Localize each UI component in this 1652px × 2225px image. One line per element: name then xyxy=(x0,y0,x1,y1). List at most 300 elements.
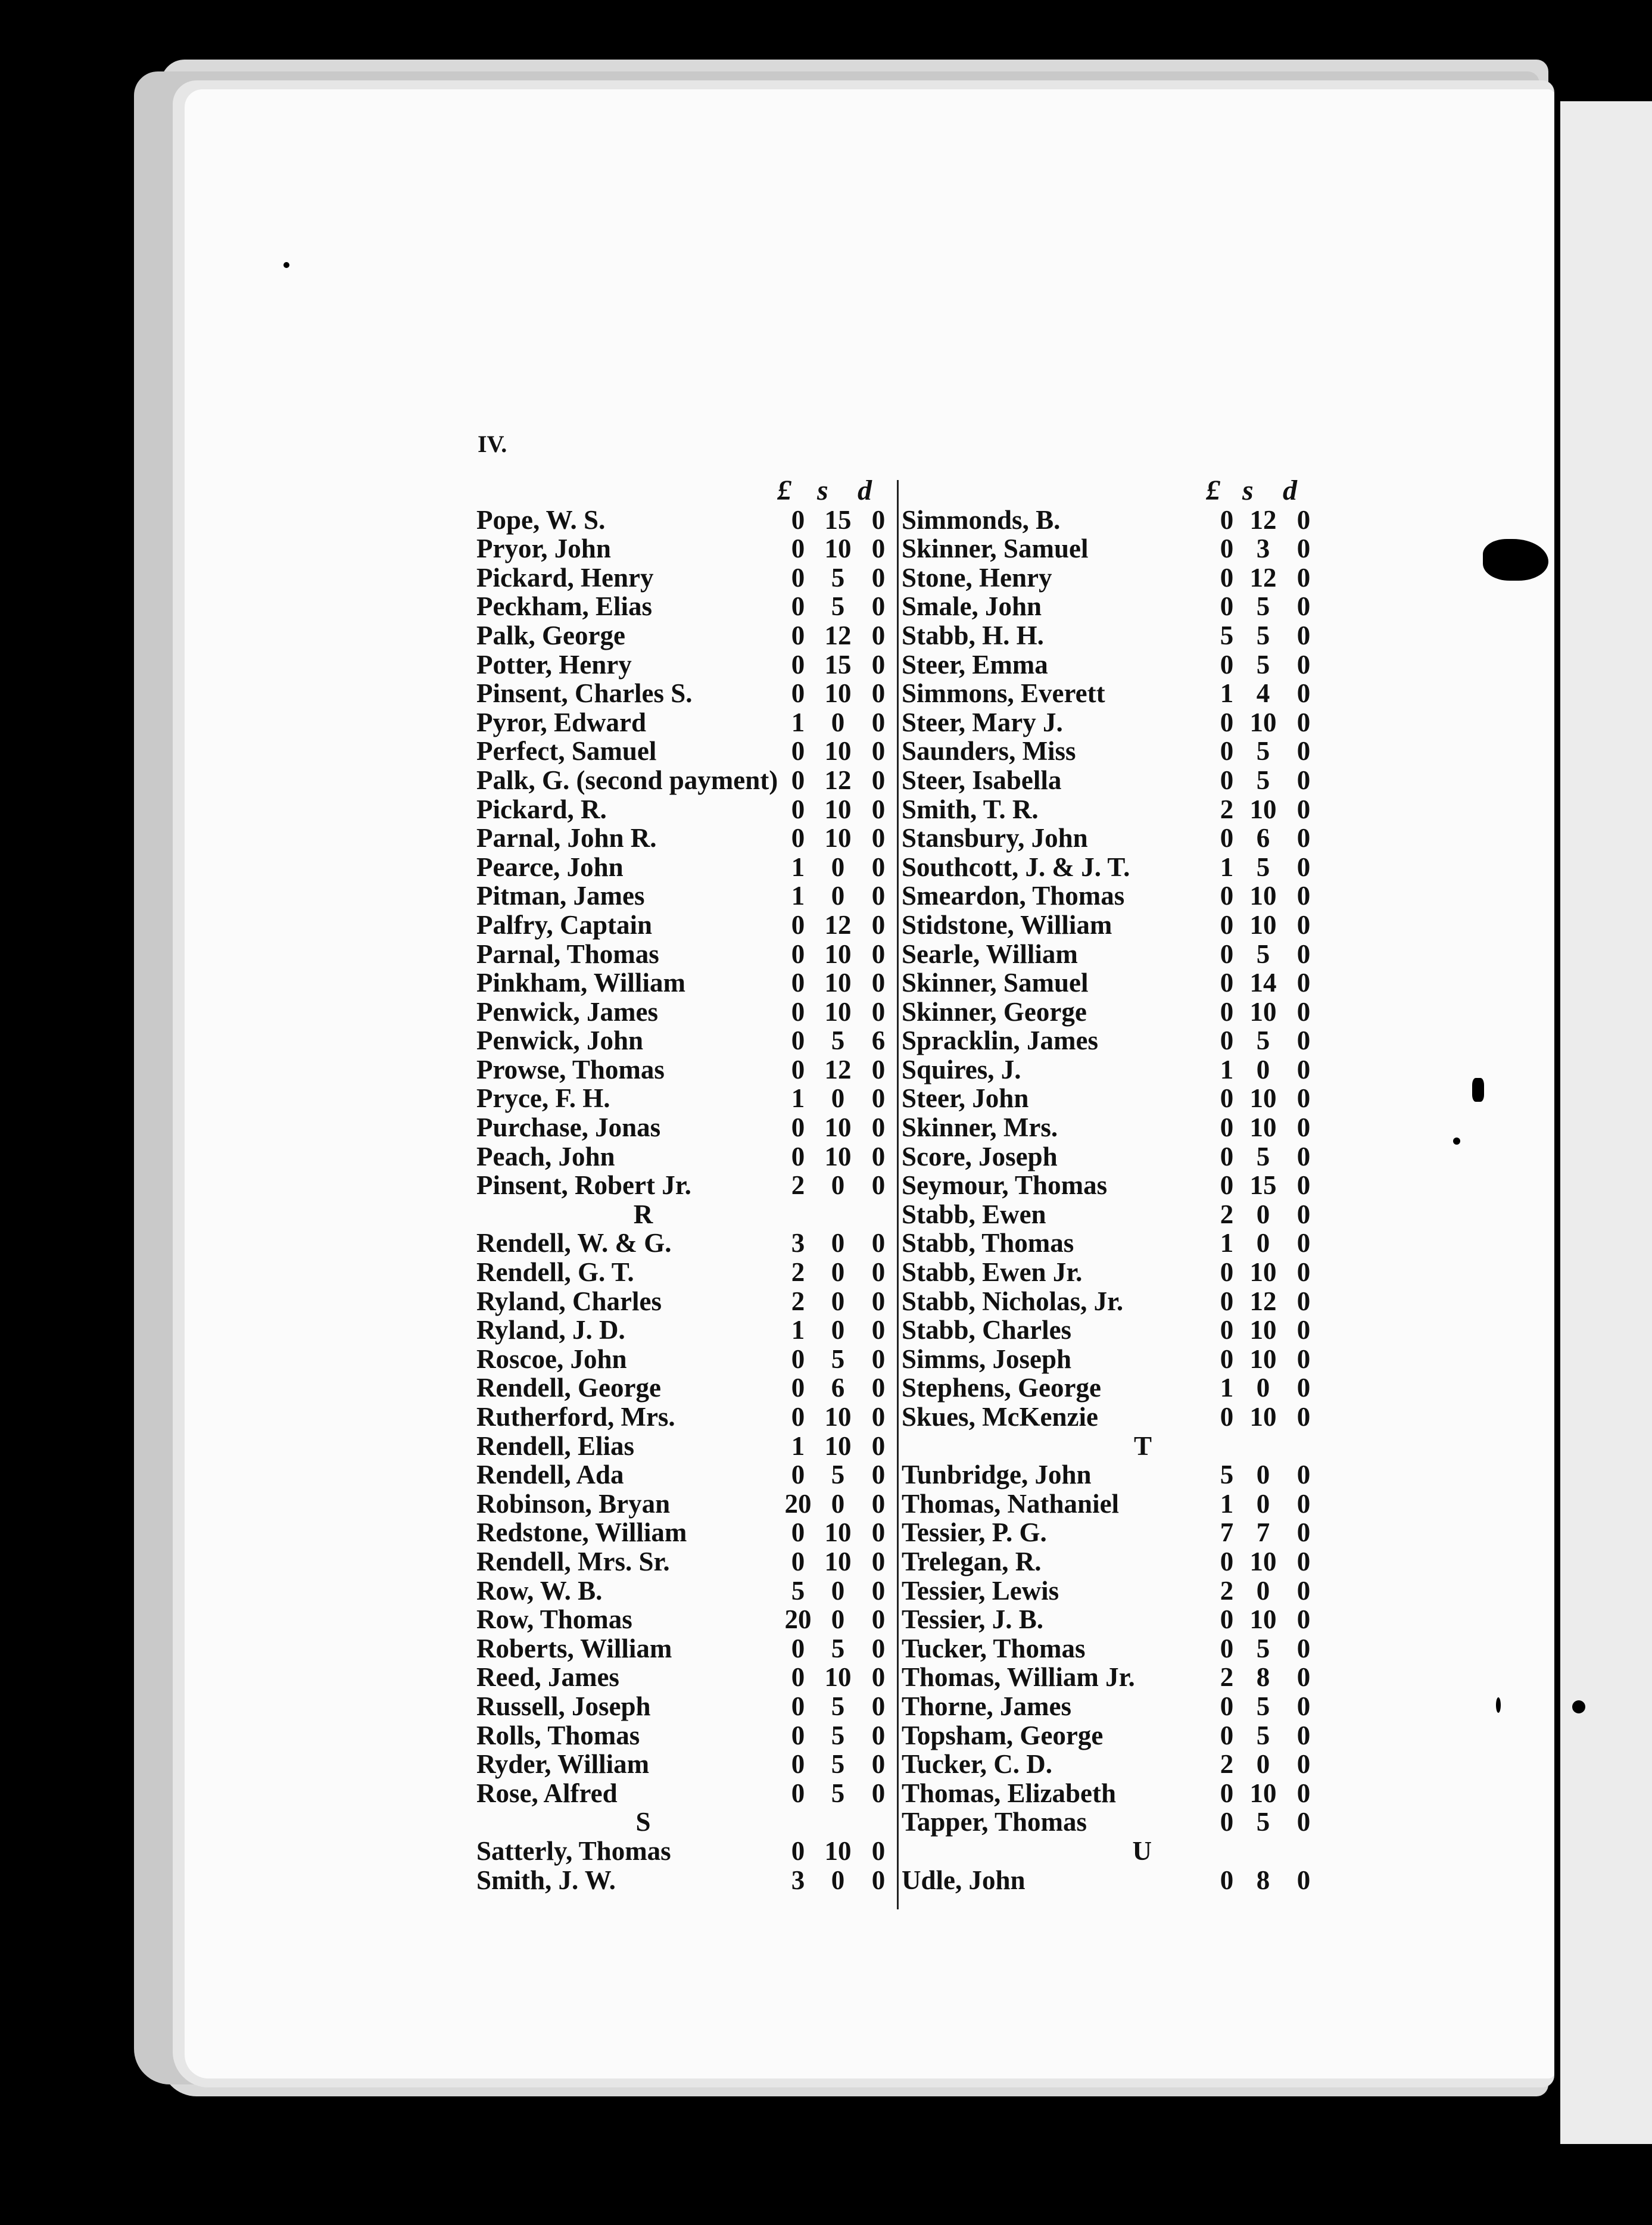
shillings-value: 5 xyxy=(1256,1691,1270,1721)
subscriber-name: Ryland, Charles xyxy=(476,1286,662,1316)
pounds-value: 7 xyxy=(1220,1517,1234,1548)
pence-value: 0 xyxy=(1296,678,1311,709)
shillings-value: 10 xyxy=(824,736,852,766)
subscriber-name: Udle, John xyxy=(902,1865,1026,1895)
pounds-value: 0 xyxy=(1220,1170,1234,1201)
pounds-value: 0 xyxy=(1220,1604,1234,1635)
subscriber-name: Stansbury, John xyxy=(902,823,1088,853)
ink-speck xyxy=(283,262,289,268)
shillings-value: 10 xyxy=(1249,909,1277,940)
subscriber-name: Tapper, Thomas xyxy=(902,1807,1087,1837)
pounds-value: 0 xyxy=(1220,1026,1234,1056)
pounds-value: 0 xyxy=(791,909,805,940)
shillings-value: 0 xyxy=(831,1604,845,1635)
shillings-value: 0 xyxy=(1256,1488,1270,1519)
shillings-value: 5 xyxy=(831,1460,845,1490)
shillings-header: s xyxy=(1242,475,1254,506)
subscriber-name: Stabb, Charles xyxy=(902,1315,1072,1345)
pounds-value: 1 xyxy=(791,1315,805,1345)
subscriber-name: Smeardon, Thomas xyxy=(902,881,1125,911)
pence-value: 0 xyxy=(871,1170,886,1201)
shillings-value: 0 xyxy=(831,1575,845,1606)
shillings-value: 10 xyxy=(1249,1402,1277,1432)
pence-value: 0 xyxy=(1296,1026,1311,1056)
subscriber-name: Pearce, John xyxy=(476,852,624,882)
pounds-value: 0 xyxy=(1220,1691,1234,1721)
pounds-value: 0 xyxy=(791,1749,805,1780)
subscriber-name: Reed, James xyxy=(476,1662,619,1693)
pence-value: 0 xyxy=(871,1633,886,1663)
shillings-value: 5 xyxy=(1256,591,1270,622)
pounds-value: 0 xyxy=(1220,1807,1234,1837)
pence-value: 0 xyxy=(1296,1373,1311,1403)
subscriber-name: Redstone, William xyxy=(476,1517,687,1548)
pounds-value: 5 xyxy=(1220,620,1234,650)
subscriber-name: Stabb, Ewen xyxy=(902,1199,1046,1229)
shillings-value: 5 xyxy=(1256,852,1270,882)
pence-value: 0 xyxy=(1296,909,1311,940)
shillings-value: 10 xyxy=(1249,1546,1277,1576)
pounds-value: 1 xyxy=(791,1431,805,1461)
shillings-value: 3 xyxy=(1256,534,1270,564)
pence-value: 0 xyxy=(871,1460,886,1490)
pence-value: 0 xyxy=(1296,1141,1311,1171)
pounds-value: 0 xyxy=(1220,1286,1234,1316)
pence-value: 0 xyxy=(871,1257,886,1288)
subscriber-name: Rendell, Ada xyxy=(476,1460,624,1490)
shillings-value: 0 xyxy=(1256,1054,1270,1085)
section-letter-text: U xyxy=(1132,1836,1152,1866)
pence-value: 0 xyxy=(871,649,886,680)
subscriber-name: Skues, McKenzie xyxy=(902,1402,1098,1432)
pence-value: 0 xyxy=(1296,852,1311,882)
subscriber-name: Seymour, Thomas xyxy=(902,1170,1108,1201)
pence-value: 0 xyxy=(1296,1228,1311,1258)
subscriber-name: Tunbridge, John xyxy=(902,1460,1092,1490)
shillings-value: 10 xyxy=(1249,1257,1277,1288)
pence-value: 0 xyxy=(871,968,886,998)
pence-value: 0 xyxy=(1296,823,1311,853)
subscriber-name: Smith, J. W. xyxy=(476,1865,616,1895)
shillings-value: 10 xyxy=(824,1662,852,1693)
shillings-value: 4 xyxy=(1256,678,1270,709)
pounds-value: 0 xyxy=(791,996,805,1027)
subscriber-name: Rolls, Thomas xyxy=(476,1720,640,1750)
pence-value: 0 xyxy=(1296,881,1311,911)
subscriber-name: Peckham, Elias xyxy=(476,591,653,622)
subscriber-name: Ryland, J. D. xyxy=(476,1315,625,1345)
shillings-value: 12 xyxy=(824,765,852,795)
shillings-value: 5 xyxy=(831,1344,845,1374)
pounds-value: 1 xyxy=(1220,852,1234,882)
shillings-value: 12 xyxy=(1249,562,1277,593)
subscriber-name: Tessier, J. B. xyxy=(902,1604,1043,1635)
subscriber-name: Thomas, William Jr. xyxy=(902,1662,1135,1693)
shillings-value: 5 xyxy=(1256,1026,1270,1056)
pence-value: 0 xyxy=(871,1488,886,1519)
pence-value: 0 xyxy=(871,504,886,535)
subscriber-name: Pryce, F. H. xyxy=(476,1083,610,1114)
subscriber-name: Squires, J. xyxy=(902,1054,1021,1085)
shillings-value: 5 xyxy=(1256,1633,1270,1663)
pounds-value: 0 xyxy=(1220,591,1234,622)
shillings-value: 5 xyxy=(1256,939,1270,969)
subscriber-name: Ryder, William xyxy=(476,1749,650,1780)
shillings-value: 10 xyxy=(1249,1778,1277,1808)
shillings-value: 5 xyxy=(1256,1720,1270,1750)
pounds-value: 0 xyxy=(791,1517,805,1548)
shillings-value: 0 xyxy=(1256,1228,1270,1258)
ink-speck xyxy=(1472,1078,1484,1102)
shillings-value: 0 xyxy=(831,707,845,737)
shillings-value: 10 xyxy=(1249,707,1277,737)
pounds-value: 0 xyxy=(1220,881,1234,911)
pence-value: 0 xyxy=(1296,1344,1311,1374)
pounds-value: 3 xyxy=(791,1865,805,1895)
shillings-value: 10 xyxy=(1249,1604,1277,1635)
pence-value: 0 xyxy=(871,1517,886,1548)
shillings-value: 10 xyxy=(824,534,852,564)
shillings-value: 0 xyxy=(831,852,845,882)
subscriber-name: Spracklin, James xyxy=(902,1026,1099,1056)
page-folio: IV. xyxy=(478,431,507,457)
pounds-header: £ xyxy=(777,475,791,506)
shillings-value: 10 xyxy=(1249,794,1277,824)
pounds-value: 0 xyxy=(791,823,805,853)
shillings-value: 5 xyxy=(831,562,845,593)
shillings-value: 10 xyxy=(1249,996,1277,1027)
subscriber-name: Steer, Isabella xyxy=(902,765,1062,795)
shillings-header: s xyxy=(817,475,828,506)
subscriber-name: Stephens, George xyxy=(902,1373,1101,1403)
shillings-value: 0 xyxy=(831,1286,845,1316)
subscriber-name: Pope, W. S. xyxy=(476,504,606,535)
pence-value: 0 xyxy=(871,1749,886,1780)
shillings-value: 0 xyxy=(831,1228,845,1258)
subscriber-name: Thomas, Elizabeth xyxy=(902,1778,1117,1808)
pence-value: 0 xyxy=(871,534,886,564)
shillings-value: 0 xyxy=(831,881,845,911)
pence-value: 0 xyxy=(871,620,886,650)
pounds-value: 0 xyxy=(1220,1257,1234,1288)
shillings-value: 5 xyxy=(831,1778,845,1808)
pence-value: 0 xyxy=(1296,1662,1311,1693)
pence-value: 0 xyxy=(871,1344,886,1374)
pence-value: 0 xyxy=(871,707,886,737)
pence-value: 0 xyxy=(1296,534,1311,564)
subscriber-name: Rendell, Elias xyxy=(476,1431,635,1461)
subscriber-name: Pinkham, William xyxy=(476,968,685,998)
pence-value: 0 xyxy=(1296,1257,1311,1288)
pence-value: 0 xyxy=(871,909,886,940)
subscriber-name: Parnal, John R. xyxy=(476,823,657,853)
shillings-value: 0 xyxy=(1256,1460,1270,1490)
section-letter-text: T xyxy=(1133,1431,1152,1461)
shillings-value: 14 xyxy=(1249,968,1277,998)
shillings-value: 10 xyxy=(824,1431,852,1461)
subscriber-name: Tucker, C. D. xyxy=(902,1749,1052,1780)
pence-value: 0 xyxy=(1296,1778,1311,1808)
ink-speck xyxy=(1496,1697,1501,1713)
pence-value: 0 xyxy=(871,1836,886,1866)
pence-value: 0 xyxy=(1296,996,1311,1027)
pounds-value: 0 xyxy=(1220,909,1234,940)
pounds-value: 0 xyxy=(1220,1778,1234,1808)
pounds-value: 1 xyxy=(1220,1373,1234,1403)
pence-value: 0 xyxy=(1296,1546,1311,1576)
pounds-value: 1 xyxy=(1220,1488,1234,1519)
pounds-value: 2 xyxy=(1220,1575,1234,1606)
section-letter-text: R xyxy=(633,1199,653,1229)
shillings-value: 10 xyxy=(1249,1083,1277,1114)
subscriber-name: Stabb, H. H. xyxy=(902,620,1044,650)
shillings-value: 12 xyxy=(1249,1286,1277,1316)
pence-value: 0 xyxy=(1296,1865,1311,1895)
pounds-value: 0 xyxy=(791,1778,805,1808)
subscriber-name: Southcott, J. & J. T. xyxy=(902,852,1130,882)
pence-value: 0 xyxy=(1296,794,1311,824)
pence-header: d xyxy=(858,475,872,506)
shillings-value: 15 xyxy=(1249,1170,1277,1201)
pounds-value: 0 xyxy=(791,794,805,824)
pence-value: 0 xyxy=(871,939,886,969)
subscriber-name: Rose, Alfred xyxy=(476,1778,618,1808)
shillings-value: 10 xyxy=(824,1141,852,1171)
pence-value: 0 xyxy=(871,881,886,911)
shillings-value: 5 xyxy=(1256,1807,1270,1837)
shillings-value: 10 xyxy=(1249,881,1277,911)
subscriber-name: Stabb, Ewen Jr. xyxy=(902,1257,1083,1288)
pounds-value: 0 xyxy=(1220,1141,1234,1171)
shillings-value: 5 xyxy=(1256,1141,1270,1171)
subscriber-name: Tucker, Thomas xyxy=(902,1633,1086,1663)
pence-value: 6 xyxy=(871,1026,886,1056)
shillings-value: 0 xyxy=(1256,1575,1270,1606)
shillings-value: 10 xyxy=(824,939,852,969)
shillings-value: 0 xyxy=(831,1170,845,1201)
pence-value: 0 xyxy=(1296,765,1311,795)
subscriber-name: Pinsent, Robert Jr. xyxy=(476,1170,691,1201)
subscriber-name: Roberts, William xyxy=(476,1633,672,1663)
shillings-value: 12 xyxy=(824,620,852,650)
shillings-value: 12 xyxy=(1249,504,1277,535)
subscriber-name: Prowse, Thomas xyxy=(476,1054,665,1085)
subscriber-name: Smith, T. R. xyxy=(902,794,1039,824)
pounds-value: 0 xyxy=(791,591,805,622)
pence-value: 0 xyxy=(1296,736,1311,766)
pounds-value: 0 xyxy=(791,1054,805,1085)
shillings-value: 10 xyxy=(1249,1344,1277,1374)
ink-speck xyxy=(1453,1138,1460,1145)
subscriber-name: Skinner, George xyxy=(902,996,1087,1027)
pounds-value: 1 xyxy=(791,852,805,882)
subscriber-name: Pickard, Henry xyxy=(476,562,654,593)
pounds-value: 0 xyxy=(1220,534,1234,564)
pounds-value: 20 xyxy=(784,1488,812,1519)
pounds-value: 0 xyxy=(1220,996,1234,1027)
pounds-value: 0 xyxy=(791,939,805,969)
subscriber-name: Score, Joseph xyxy=(902,1141,1058,1171)
subscriber-name: Stabb, Nicholas, Jr. xyxy=(902,1286,1124,1316)
shillings-value: 15 xyxy=(824,649,852,680)
pence-value: 0 xyxy=(871,1402,886,1432)
pounds-value: 0 xyxy=(791,1141,805,1171)
pence-value: 0 xyxy=(871,1720,886,1750)
shillings-value: 5 xyxy=(1256,620,1270,650)
subscriber-name: Potter, Henry xyxy=(476,649,632,680)
pounds-value: 0 xyxy=(1220,1344,1234,1374)
pence-value: 0 xyxy=(1296,649,1311,680)
pence-value: 0 xyxy=(1296,1720,1311,1750)
subscriber-name: Pyror, Edward xyxy=(476,707,647,737)
subscriber-name: Peach, John xyxy=(476,1141,615,1171)
pounds-value: 5 xyxy=(1220,1460,1234,1490)
pence-value: 0 xyxy=(1296,1402,1311,1432)
pounds-value: 0 xyxy=(791,1546,805,1576)
pence-value: 0 xyxy=(871,1112,886,1143)
shillings-value: 5 xyxy=(831,1749,845,1780)
pounds-value: 0 xyxy=(791,1633,805,1663)
shillings-value: 10 xyxy=(824,968,852,998)
pounds-value: 0 xyxy=(791,968,805,998)
shillings-value: 0 xyxy=(1256,1373,1270,1403)
pounds-value: 0 xyxy=(791,1691,805,1721)
subscriber-name: Rendell, Mrs. Sr. xyxy=(476,1546,670,1576)
shillings-value: 0 xyxy=(831,1488,845,1519)
pence-value: 0 xyxy=(871,1286,886,1316)
subscriber-name: Stone, Henry xyxy=(902,562,1052,593)
column-divider xyxy=(897,480,899,1909)
shillings-value: 0 xyxy=(831,1315,845,1345)
shillings-value: 12 xyxy=(824,909,852,940)
shillings-value: 5 xyxy=(1256,736,1270,766)
subscriber-name: Perfect, Samuel xyxy=(476,736,657,766)
pence-value: 0 xyxy=(871,1662,886,1693)
pence-value: 0 xyxy=(1296,1604,1311,1635)
subscriber-name: Pryor, John xyxy=(476,534,611,564)
shillings-value: 10 xyxy=(824,1836,852,1866)
pounds-value: 0 xyxy=(1220,968,1234,998)
pence-value: 0 xyxy=(871,1778,886,1808)
subscriber-name: Tessier, Lewis xyxy=(902,1575,1059,1606)
subscriber-name: Simmons, Everett xyxy=(902,678,1105,709)
pounds-value: 0 xyxy=(791,1662,805,1693)
subscriber-name: Trelegan, R. xyxy=(902,1546,1042,1576)
pounds-value: 0 xyxy=(791,1720,805,1750)
pence-value: 0 xyxy=(1296,1517,1311,1548)
pounds-value: 20 xyxy=(784,1604,812,1635)
subscriber-name: Row, Thomas xyxy=(476,1604,632,1635)
subscriber-name: Robinson, Bryan xyxy=(476,1488,671,1519)
subscriber-name: Palfry, Captain xyxy=(476,909,653,940)
pence-value: 0 xyxy=(871,996,886,1027)
pence-value: 0 xyxy=(1296,939,1311,969)
pence-value: 0 xyxy=(1296,968,1311,998)
subscriber-name: Purchase, Jonas xyxy=(476,1112,661,1143)
pounds-value: 0 xyxy=(1220,1865,1234,1895)
pounds-value: 0 xyxy=(791,1344,805,1374)
subscriber-name: Steer, John xyxy=(902,1083,1029,1114)
pence-value: 0 xyxy=(1296,707,1311,737)
subscriber-name: Tessier, P. G. xyxy=(902,1517,1047,1548)
pence-value: 0 xyxy=(1296,1112,1311,1143)
shillings-value: 10 xyxy=(824,1546,852,1576)
shillings-value: 10 xyxy=(1249,1112,1277,1143)
pence-value: 0 xyxy=(871,562,886,593)
subscriber-name: Penwick, James xyxy=(476,996,658,1027)
shillings-value: 8 xyxy=(1256,1662,1270,1693)
shillings-value: 10 xyxy=(824,1517,852,1548)
shillings-value: 5 xyxy=(831,1691,845,1721)
subscriber-name: Pinsent, Charles S. xyxy=(476,678,693,709)
shillings-value: 6 xyxy=(831,1373,845,1403)
pence-value: 0 xyxy=(1296,1315,1311,1345)
pounds-value: 0 xyxy=(791,765,805,795)
pence-value: 0 xyxy=(871,678,886,709)
pounds-value: 2 xyxy=(791,1257,805,1288)
pounds-value: 0 xyxy=(1220,1633,1234,1663)
shillings-value: 0 xyxy=(831,1083,845,1114)
subscriber-name: Thomas, Nathaniel xyxy=(902,1488,1120,1519)
pence-value: 0 xyxy=(1296,620,1311,650)
subscriber-name: Searle, William xyxy=(902,939,1078,969)
shillings-value: 10 xyxy=(824,996,852,1027)
shillings-value: 0 xyxy=(831,1257,845,1288)
pence-value: 0 xyxy=(1296,562,1311,593)
pounds-value: 0 xyxy=(791,1836,805,1866)
shillings-value: 10 xyxy=(1249,1315,1277,1345)
subscriber-name: Rendell, George xyxy=(476,1373,661,1403)
pence-value: 0 xyxy=(871,1054,886,1085)
subscriber-name: Satterly, Thomas xyxy=(476,1836,671,1866)
pence-value: 0 xyxy=(871,852,886,882)
pence-value: 0 xyxy=(871,1373,886,1403)
pounds-value: 0 xyxy=(1220,1546,1234,1576)
subscriber-name: Russell, Joseph xyxy=(476,1691,651,1721)
subscriber-name: Palk, George xyxy=(476,620,625,650)
section-letter-text: S xyxy=(635,1807,651,1837)
pounds-value: 1 xyxy=(791,1083,805,1114)
pence-value: 0 xyxy=(871,1691,886,1721)
shillings-value: 6 xyxy=(1256,823,1270,853)
pence-value: 0 xyxy=(871,591,886,622)
pounds-value: 0 xyxy=(791,504,805,535)
subscriber-name: Smale, John xyxy=(902,591,1042,622)
pence-value: 0 xyxy=(871,736,886,766)
subscriber-name: Stidstone, William xyxy=(902,909,1112,940)
pence-value: 0 xyxy=(871,823,886,853)
adjacent-page-edge xyxy=(1560,101,1652,2144)
pence-value: 0 xyxy=(1296,1054,1311,1085)
shillings-value: 0 xyxy=(1256,1749,1270,1780)
shillings-value: 10 xyxy=(824,1112,852,1143)
pence-value: 0 xyxy=(1296,1083,1311,1114)
pounds-value: 0 xyxy=(1220,1112,1234,1143)
subscriber-name: Parnal, Thomas xyxy=(476,939,659,969)
pounds-value: 0 xyxy=(791,649,805,680)
pounds-value: 0 xyxy=(791,562,805,593)
shillings-value: 8 xyxy=(1256,1865,1270,1895)
pounds-value: 0 xyxy=(1220,707,1234,737)
pounds-value: 2 xyxy=(1220,1199,1234,1229)
subscriber-name: Pitman, James xyxy=(476,881,645,911)
pounds-header: £ xyxy=(1206,475,1220,506)
subscriber-name: Skinner, Mrs. xyxy=(902,1112,1058,1143)
pence-value: 0 xyxy=(871,1315,886,1345)
pounds-value: 0 xyxy=(1220,765,1234,795)
pounds-value: 2 xyxy=(1220,1662,1234,1693)
shillings-value: 7 xyxy=(1256,1517,1270,1548)
